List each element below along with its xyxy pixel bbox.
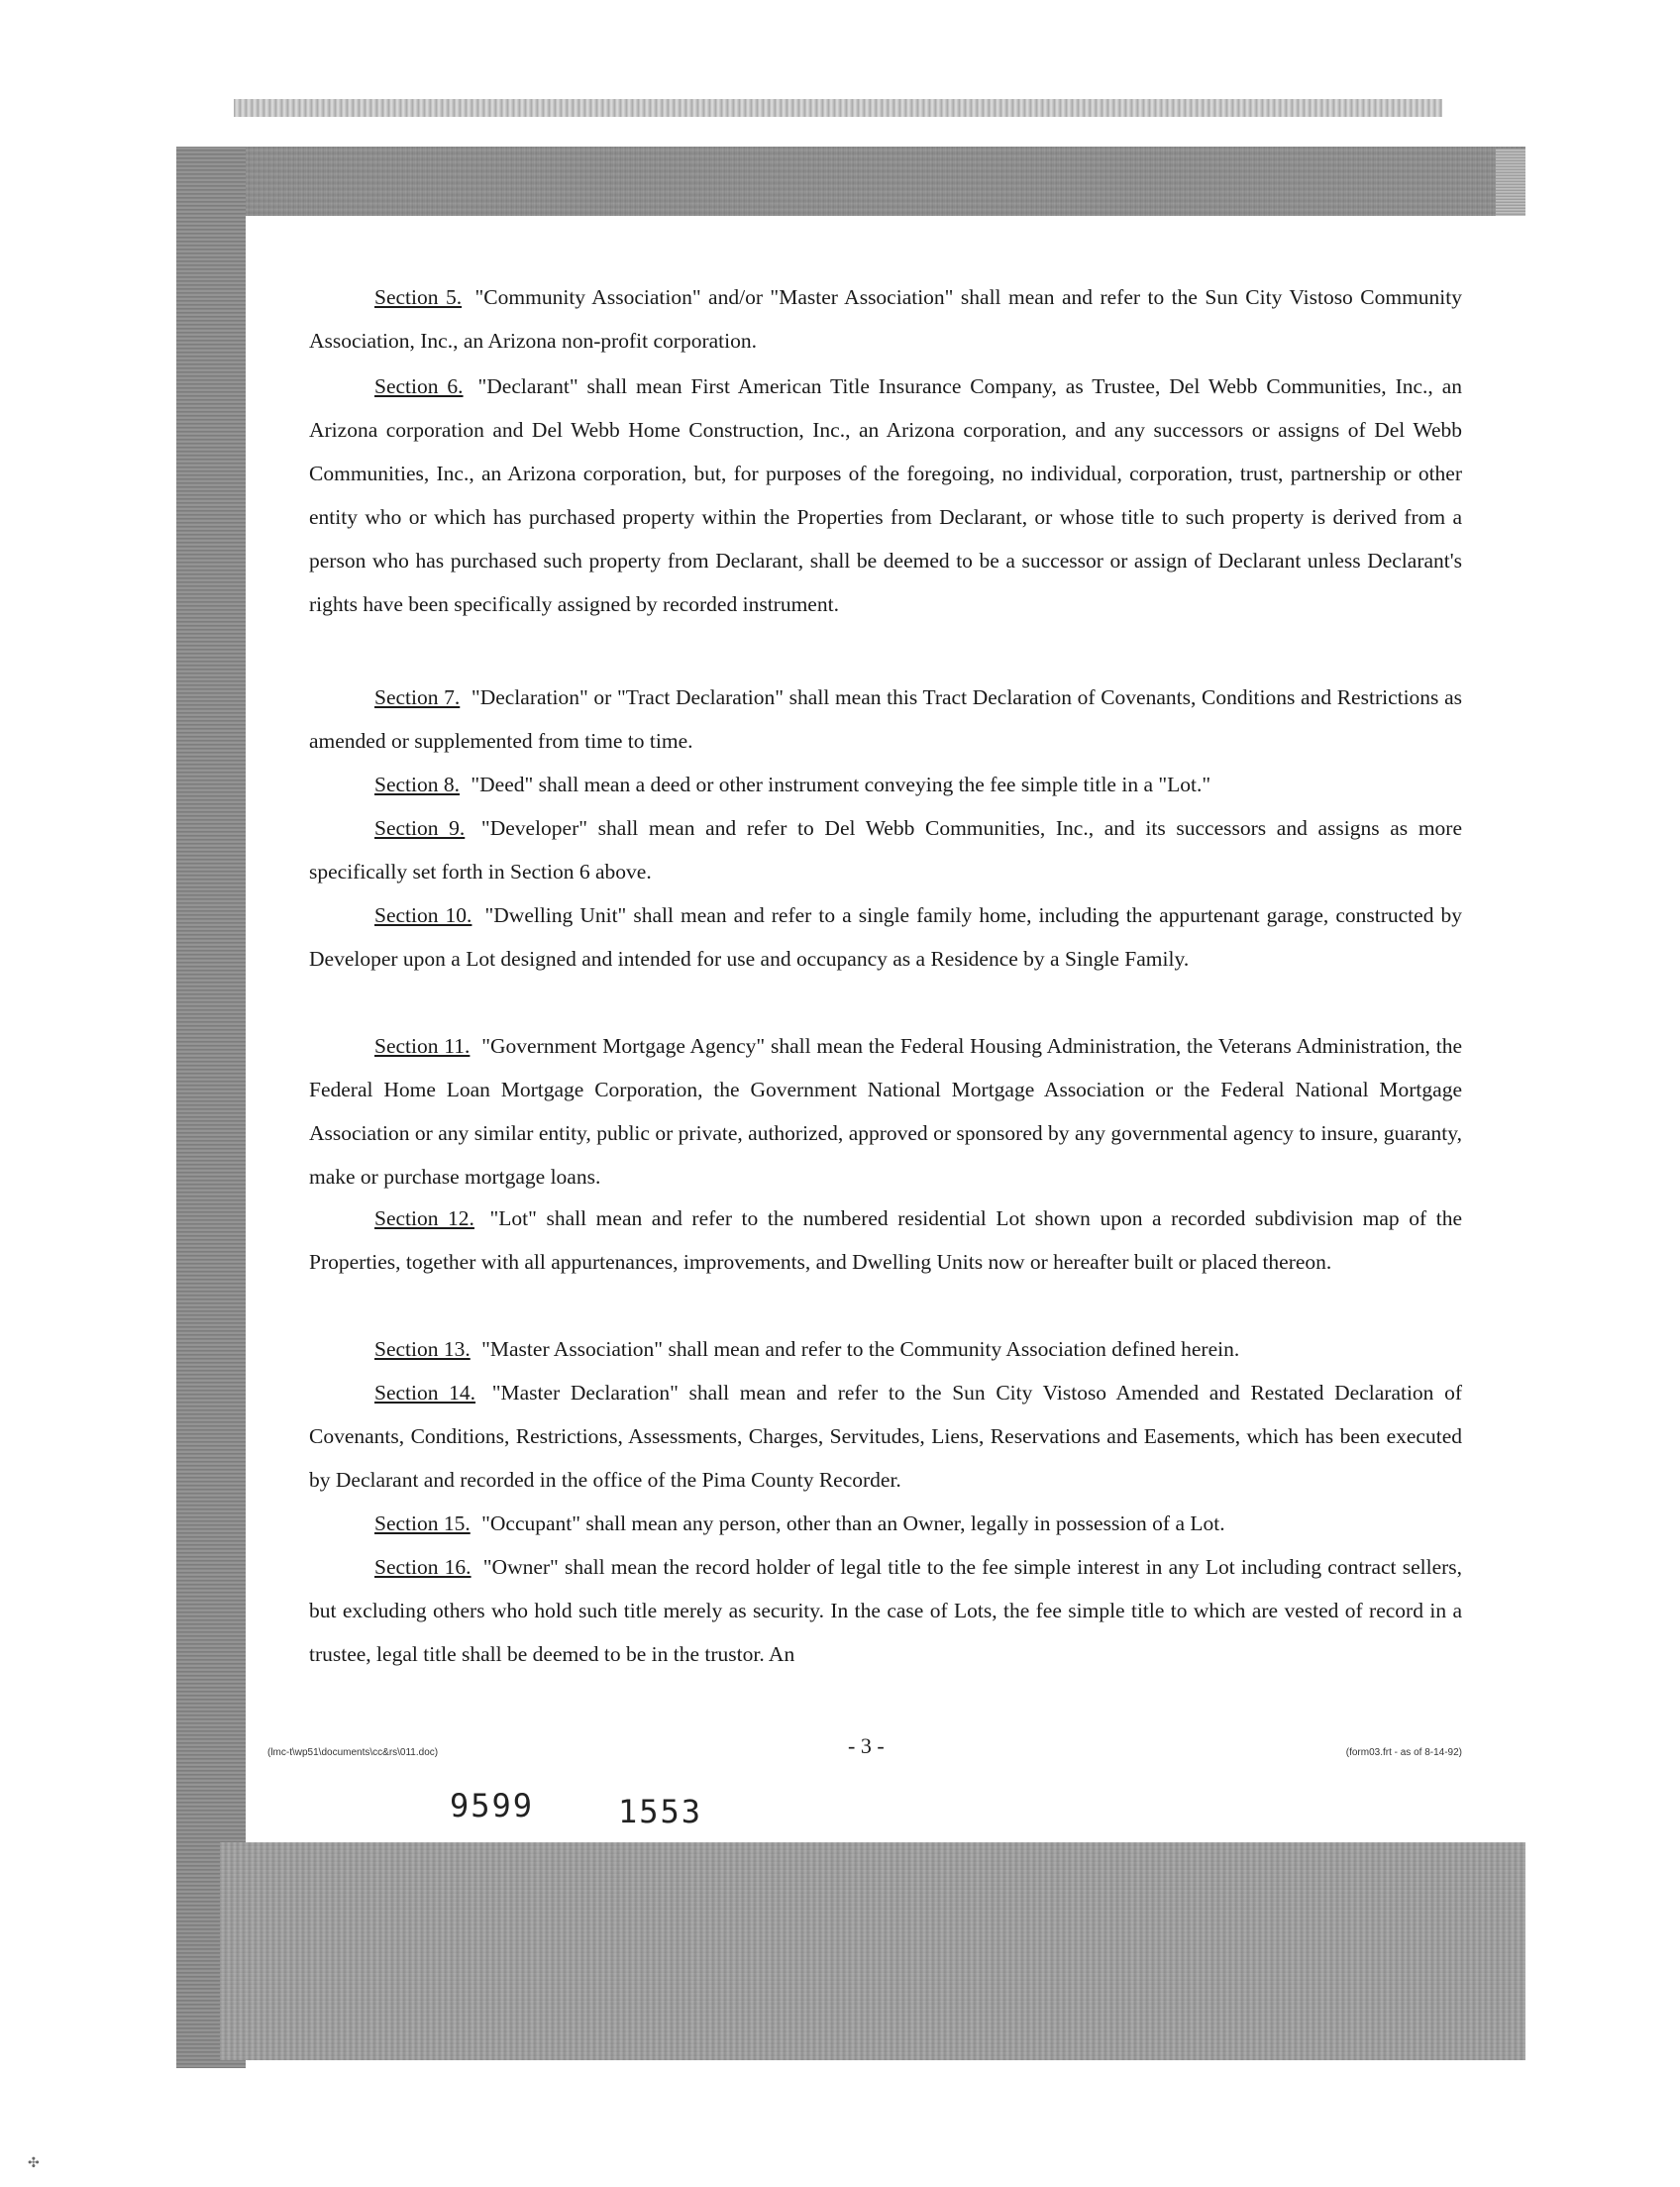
section-10 [309, 893, 1462, 981]
section-text: "Owner" shall mean the record holder of legal title to the fee simple interest in any Lot including contract sellers, but excluding others who hold such title merely as security. In the case of Lots, the fee simple title to which are vested of record in a trustee, legal title shall be deemed to be in the trustor. An [309, 1555, 1463, 1666]
footer-file-path: (lmc-t\wp51\documents\cc&rs\011.doc) [267, 1747, 439, 1758]
section-heading: Section 8. [374, 773, 460, 796]
section-text: "Developer" shall mean and refer to Del Webb Communities, Inc., and its successors and assigns as more specifically set forth in Section 6 above. [309, 816, 1462, 884]
section-heading: Section 7. [374, 685, 461, 709]
section-8 [309, 763, 1462, 806]
section-text: "Deed" shall mean a deed or other instrument conveying the fee simple title in a "Lot." [471, 773, 1211, 796]
section-text: "Dwelling Unit" shall mean and refer to a single family home, including the appurtenant garage, constructed by Developer upon a Lot designed and intended for use and occupancy as a Residence by a Single Family. [309, 903, 1462, 971]
section-heading: Section 11. [374, 1034, 471, 1058]
section-heading: Section 10. [374, 903, 472, 927]
scanner-top-strip [234, 99, 1442, 117]
section-heading: Section 16. [374, 1555, 472, 1579]
section-heading: Section 15. [374, 1511, 471, 1535]
section-5 [309, 275, 1462, 363]
footer-form-reference: (form03.frt - as of 8-14-92) [1345, 1747, 1462, 1758]
section-text: "Master Declaration" shall mean and refer to the Sun City Vistoso Amended and Restated Declaration of Covenants, Conditions, Restrictions, Assessments, Charges, Servitudes, Liens, Reservations and Easements, which has been executed by Declarant and recorded in the office of the Pima County Recorder. [309, 1381, 1462, 1492]
section-text: "Declaration" or "Tract Declaration" shall mean this Tract Declaration of Covenants, Conditions and Restrictions as amended or supplemented from time to time. [309, 685, 1462, 753]
scanner-left-shading [176, 147, 246, 2068]
scanner-bottom-shading [220, 1842, 1525, 2060]
section-9 [309, 806, 1462, 893]
recording-page-number: 1553 [618, 1793, 703, 1830]
scanner-top-shading [196, 147, 1525, 216]
section-15 [309, 1502, 1462, 1545]
section-12 [309, 1197, 1462, 1284]
section-heading: Section 9. [374, 816, 466, 840]
section-6 [309, 364, 1462, 626]
section-14 [309, 1371, 1462, 1502]
section-text: "Community Association" and/or "Master Association" shall mean and refer to the Sun City Vistoso Community Association, Inc., an Arizona non-profit corporation. [309, 285, 1462, 353]
corner-mark-icon: ✣ [28, 2155, 40, 2171]
section-heading: Section 5. [374, 285, 463, 309]
section-heading: Section 14. [374, 1381, 476, 1405]
section-13 [309, 1327, 1462, 1371]
section-11 [309, 1024, 1462, 1198]
section-text: "Master Association" shall mean and refer to the Community Association defined herein. [481, 1337, 1240, 1361]
section-heading: Section 13. [374, 1337, 471, 1361]
recording-book-number: 9599 [450, 1787, 535, 1824]
section-heading: Section 6. [374, 374, 464, 398]
section-heading: Section 12. [374, 1206, 474, 1230]
section-text: "Occupant" shall mean any person, other than an Owner, legally in possession of a Lot. [481, 1511, 1225, 1535]
document-body [246, 216, 1525, 1842]
section-text: "Declarant" shall mean First American Title Insurance Company, as Trustee, Del Webb Communities, Inc., an Arizona corporation and Del Webb Home Construction, Inc., an Arizona corporation, and any successors or assigns of Del Webb Communities, Inc., an Arizona corporation, but, for purposes of the foregoing, no individual, corporation, trust, partnership or other entity who or which has purchased property within the Properties from Declarant, or whose title to such property is derived from a person who has purchased such property from Declarant, shall be deemed to be a successor or assign of Declarant unless Declarant's rights have been specifically assigned by recorded instrument. [309, 374, 1462, 616]
section-16 [309, 1545, 1462, 1676]
page-number: - 3 - [848, 1733, 885, 1758]
section-text: "Government Mortgage Agency" shall mean the Federal Housing Administration, the Veterans Administration, the Federal Home Loan Mortgage Corporation, the Government National Mortgage Association or the Federal National Mortgage Association or any similar entity, public or private, authorized, approved or sponsored by any governmental agency to insure, guaranty, make or purchase mortgage loans. [309, 1034, 1463, 1189]
section-text: "Lot" shall mean and refer to the numbered residential Lot shown upon a recorded subdivision map of the Properties, together with all appurtenances, improvements, and Dwelling Units now or hereafter built or placed thereon. [309, 1206, 1462, 1274]
section-7 [309, 676, 1462, 763]
